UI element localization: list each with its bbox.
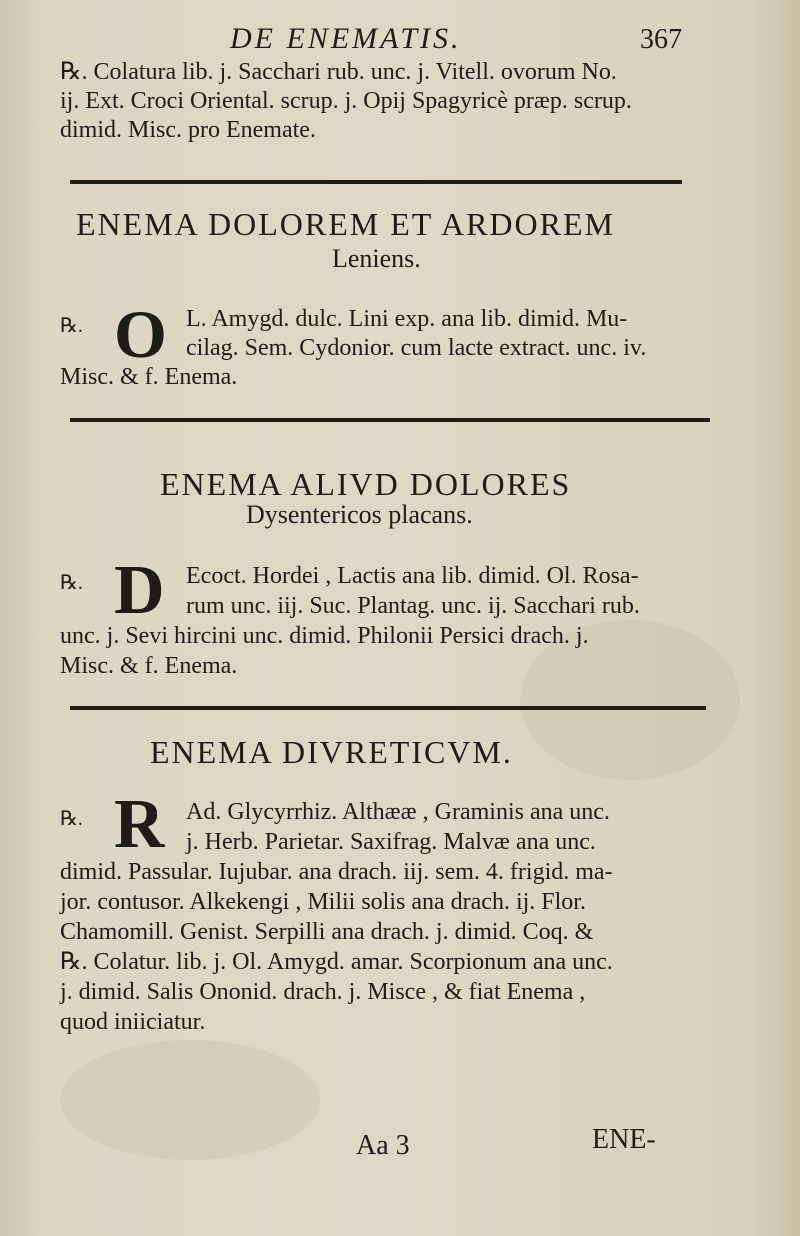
text-line: Misc. & f. Enema.: [60, 364, 238, 390]
drop-initial: R: [114, 786, 165, 863]
text-line: ℞. Colatur. lib. j. Ol. Amygd. amar. Scorpionum ana unc.: [60, 949, 613, 975]
text-line: j. dimid. Salis Ononid. drach. j. Misce , & fiat Enema ,: [60, 979, 586, 1005]
text-line: Misc. & f. Enema.: [60, 653, 238, 679]
section-divider: [70, 706, 706, 710]
drop-initial: O: [114, 296, 167, 372]
section-divider: [70, 418, 710, 422]
section-divider: [70, 180, 682, 184]
recipe-symbol: ℞.: [60, 315, 83, 337]
section-subheading: Leniens.: [332, 244, 421, 273]
running-header: DE ENEMATIS.: [230, 22, 462, 55]
section-heading: ENEMA DIVRETICVM.: [150, 734, 513, 770]
text-line: rum unc. iij. Suc. Plantag. unc. ij. Sacchari rub.: [186, 593, 640, 619]
recipe-symbol: ℞.: [60, 572, 83, 594]
text-line: Chamomill. Genist. Serpilli ana drach. j. dimid. Coq. &: [60, 919, 594, 945]
text-line: ij. Ext. Croci Oriental. scrup. j. Opij Spagyricè præp. scrup.: [60, 88, 632, 114]
text-line: L. Amygd. dulc. Lini exp. ana lib. dimid. Mu-: [186, 306, 628, 332]
text-line: j. Herb. Parietar. Saxifrag. Malvæ ana unc.: [186, 829, 596, 855]
text-line: unc. j. Sevi hircini unc. dimid. Philonii Persici drach. j.: [60, 623, 589, 649]
catchword: ENE-: [592, 1124, 656, 1155]
section-subheading: Dysentericos placans.: [246, 500, 473, 529]
text-line: dimid. Passular. Iujubar. ana drach. iij. sem. 4. frigid. ma-: [60, 859, 613, 885]
text-line: cilag. Sem. Cydonior. cum lacte extract. unc. iv.: [186, 335, 647, 361]
drop-initial: D: [114, 552, 165, 629]
text-line: ℞. Colatura lib. j. Sacchari rub. unc. j. Vitell. ovorum No.: [60, 59, 617, 85]
text-line: dimid. Misc. pro Enemate.: [60, 117, 316, 143]
text-line: jor. contusor. Alkekengi , Milii solis ana drach. ij. Flor.: [60, 889, 586, 915]
text-line: Ad. Glycyrrhiz. Althææ , Graminis ana unc.: [186, 799, 610, 825]
recipe-symbol: ℞.: [60, 808, 83, 830]
signature-mark: Aa 3: [356, 1130, 410, 1161]
page-number: 367: [640, 24, 682, 55]
section-heading: ENEMA ALIVD DOLORES: [160, 466, 572, 502]
section-heading: ENEMA DOLOREM ET ARDOREM: [76, 206, 615, 242]
text-line: quod iniiciatur.: [60, 1009, 206, 1035]
paper-stain: [60, 1040, 320, 1160]
text-line: Ecoct. Hordei , Lactis ana lib. dimid. Ol. Rosa-: [186, 563, 639, 589]
